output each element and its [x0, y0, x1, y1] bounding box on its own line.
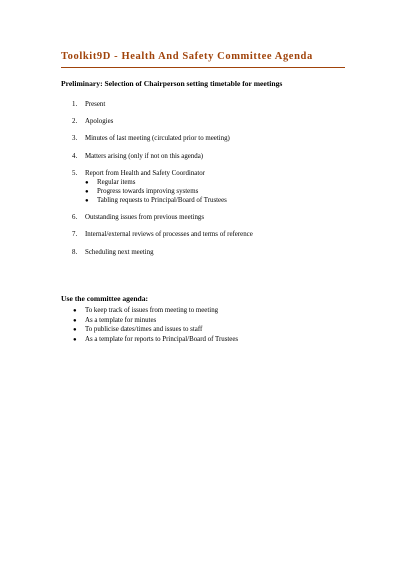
preliminary-heading: Preliminary: Selection of Chairperson setting timetable for meetings [61, 79, 283, 88]
agenda-item-number: 1. [72, 101, 78, 108]
bullet-icon: ● [73, 337, 77, 343]
use-item [73, 335, 238, 345]
use-item-text: As a template for reports to Principal/Board of Trustees [85, 336, 239, 343]
agenda-item [72, 117, 113, 126]
agenda-item [72, 100, 105, 109]
agenda-item [72, 134, 230, 143]
agenda-item-text: Matters arising (only if not on this agenda) [85, 153, 204, 160]
agenda-item [72, 248, 154, 257]
agenda-item-text: Present [85, 101, 106, 108]
agenda-item [72, 152, 203, 161]
bullet-icon: ● [85, 198, 89, 204]
use-heading: Use the committee agenda: [61, 294, 149, 303]
bullet-icon: ● [73, 318, 77, 324]
agenda-item-number: 2. [72, 118, 78, 125]
bullet-icon: ● [73, 308, 77, 314]
agenda-item-number: 4. [72, 153, 78, 160]
title-underline [61, 67, 345, 68]
agenda-item-text: Report from Health and Safety Coordinator [85, 170, 205, 177]
report-subitem-text: Progress towards improving systems [97, 188, 199, 195]
agenda-item [72, 169, 205, 178]
bullet-icon: ● [85, 189, 89, 195]
use-item [73, 325, 202, 335]
use-item-text: As a template for minutes [85, 317, 157, 324]
agenda-item-number: 8. [72, 249, 78, 256]
agenda-item-number: 7. [72, 231, 78, 238]
report-subitem-text: Regular items [97, 179, 136, 186]
agenda-item-text: Apologies [85, 118, 114, 125]
document-title: Toolkit9D - Health And Safety Committee Agenda [61, 51, 313, 62]
agenda-item-text: Outstanding issues from previous meetings [85, 214, 205, 221]
use-item-text: To publicise dates/times and issues to staff [85, 326, 203, 333]
agenda-item-number: 5. [72, 170, 78, 177]
agenda-item-number: 3. [72, 135, 78, 142]
agenda-item [72, 213, 204, 222]
bullet-icon: ● [73, 327, 77, 333]
agenda-item-text: Internal/external reviews of processes and terms of reference [85, 231, 253, 238]
report-subitem-text: Tabling requests to Principal/Board of Trustees [97, 197, 227, 204]
use-item [73, 306, 218, 316]
agenda-item-number: 6. [72, 214, 78, 221]
agenda-item [72, 230, 253, 239]
bullet-icon: ● [85, 180, 89, 186]
use-item-text: To keep track of issues from meeting to meeting [85, 307, 219, 314]
agenda-item-text: Scheduling next meeting [85, 249, 154, 256]
report-subitem [85, 196, 227, 206]
agenda-item-text: Minutes of last meeting (circulated prior to meeting) [85, 135, 230, 142]
